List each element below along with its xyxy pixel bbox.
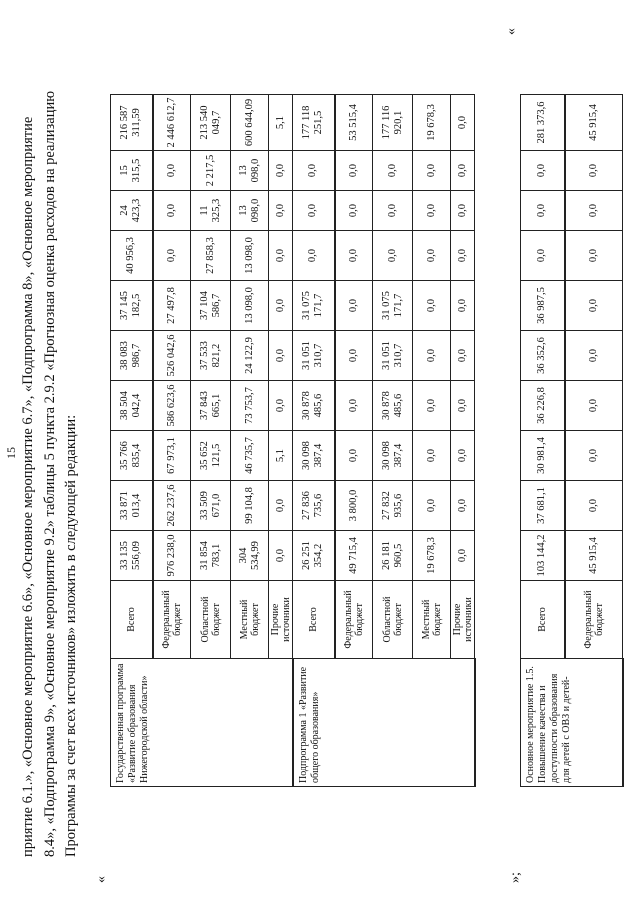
funding-source-cell: Местный бюджет bbox=[413, 581, 451, 659]
amount-cell: 0,0 bbox=[451, 151, 475, 191]
amount-cell: 13 098,0 bbox=[231, 151, 269, 191]
amount-cell: 46 735,7 bbox=[231, 431, 269, 481]
amount-cell: 37 104 586,7 bbox=[191, 281, 231, 331]
amount-cell: 37 681,1 bbox=[521, 481, 565, 531]
amount-cell: 213 540 049,7 bbox=[191, 95, 231, 151]
amount-cell: 45 915,4 bbox=[565, 531, 623, 581]
amount-cell: 0,0 bbox=[565, 481, 623, 531]
amount-cell: 31 051 310,7 bbox=[293, 331, 335, 381]
amount-cell: 0,0 bbox=[269, 151, 293, 191]
amount-cell: 103 144,2 bbox=[521, 531, 565, 581]
amount-cell: 31 854 783,1 bbox=[191, 531, 231, 581]
amount-cell: 0,0 bbox=[451, 191, 475, 231]
opening-quote-mark: « bbox=[94, 876, 109, 883]
amount-cell: 38 504 042,4 bbox=[111, 381, 153, 431]
amount-cell: 177 118 251,5 bbox=[293, 95, 335, 151]
amount-cell: 5,1 bbox=[269, 431, 293, 481]
amount-cell: 19 678,3 bbox=[413, 95, 451, 151]
amount-cell: 0,0 bbox=[335, 191, 373, 231]
opening-quote-mark: « bbox=[504, 28, 519, 35]
amount-cell: 0,0 bbox=[521, 191, 565, 231]
amount-cell: 33 871 013,4 bbox=[111, 481, 153, 531]
intro-line: 8.4», «Подпрограмма 9», «Основное мероприятие 9.2» таблицы 5 пункта 2.9.2 «Прогнозная оценка расходов на реализацию bbox=[41, 90, 58, 857]
page-number: 15 bbox=[4, 447, 18, 459]
amount-cell: 45 915,4 bbox=[565, 95, 623, 151]
amount-cell: 0,0 bbox=[451, 331, 475, 381]
amount-cell: 31 051 310,7 bbox=[373, 331, 413, 381]
amount-cell: 27 836 735,6 bbox=[293, 481, 335, 531]
intro-paragraph bbox=[18, 27, 83, 857]
funding-source-cell: Федеральный бюджет bbox=[565, 581, 623, 659]
amount-cell: 37 533 821,2 bbox=[191, 331, 231, 381]
amount-cell: 31 075 171,7 bbox=[373, 281, 413, 331]
amount-cell: 27 858,3 bbox=[191, 231, 231, 281]
amount-cell: 33 135 556,09 bbox=[111, 531, 153, 581]
amount-cell: 0,0 bbox=[565, 281, 623, 331]
amount-cell: 0,0 bbox=[335, 151, 373, 191]
amount-cell: 2 446 612,7 bbox=[153, 95, 191, 151]
amount-cell: 0,0 bbox=[413, 281, 451, 331]
amount-cell: 0,0 bbox=[413, 381, 451, 431]
amount-cell: 40 956,3 bbox=[111, 231, 153, 281]
funding-source-cell: Всего bbox=[293, 581, 335, 659]
amount-cell: 30 098 387,4 bbox=[373, 431, 413, 481]
amount-cell: 0,0 bbox=[269, 281, 293, 331]
intro-line: Программы за счет всех источников» изложить в следующей редакции: bbox=[63, 414, 79, 857]
table-row bbox=[111, 95, 153, 787]
amount-cell: 37 843 665,1 bbox=[191, 381, 231, 431]
amount-cell: 0,0 bbox=[153, 231, 191, 281]
amount-cell: 73 753,7 bbox=[231, 381, 269, 431]
amount-cell: 0,0 bbox=[451, 381, 475, 431]
table-body bbox=[521, 95, 623, 787]
amount-cell: 0,0 bbox=[451, 531, 475, 581]
amount-cell: 0,0 bbox=[293, 151, 335, 191]
program-name-cell: Основное мероприятие 1.5. Повышение качества и доступности образования для детей с ОВЗ и детей- bbox=[521, 659, 623, 787]
funding-source-cell: Прочие источники bbox=[269, 581, 293, 659]
amount-cell: 38 083 986,7 bbox=[111, 331, 153, 381]
amount-cell: 13 098,0 bbox=[231, 281, 269, 331]
amount-cell: 0,0 bbox=[373, 231, 413, 281]
amount-cell: 0,0 bbox=[335, 431, 373, 481]
amount-cell: 600 644,09 bbox=[231, 95, 269, 151]
amount-cell: 19 678,3 bbox=[413, 531, 451, 581]
amount-cell: 99 104,8 bbox=[231, 481, 269, 531]
amount-cell: 0,0 bbox=[413, 231, 451, 281]
amount-cell: 0,0 bbox=[335, 381, 373, 431]
amount-cell: 262 237,6 bbox=[153, 481, 191, 531]
amount-cell: 0,0 bbox=[413, 331, 451, 381]
funding-source-cell: Местный бюджет bbox=[231, 581, 269, 659]
amount-cell: 11 325,3 bbox=[191, 191, 231, 231]
amount-cell: 35 766 835,4 bbox=[111, 431, 153, 481]
amount-cell: 0,0 bbox=[413, 151, 451, 191]
amount-cell: 36 226,8 bbox=[521, 381, 565, 431]
amount-cell: 67 973,1 bbox=[153, 431, 191, 481]
amount-cell: 13 098,0 bbox=[231, 231, 269, 281]
amount-cell: 26 251 354,2 bbox=[293, 531, 335, 581]
amount-cell: 0,0 bbox=[565, 431, 623, 481]
amount-cell: 0,0 bbox=[293, 231, 335, 281]
amount-cell: 3 800,0 bbox=[335, 481, 373, 531]
table-body bbox=[111, 95, 475, 787]
amount-cell: 31 075 171,7 bbox=[293, 281, 335, 331]
amount-cell: 30 878 485,6 bbox=[373, 381, 413, 431]
activity-expense-table bbox=[520, 94, 624, 787]
amount-cell: 0,0 bbox=[565, 151, 623, 191]
closing-quote-mark: »; bbox=[508, 872, 523, 883]
funding-source-cell: Областной бюджет bbox=[191, 581, 231, 659]
funding-source-cell: Областной бюджет bbox=[373, 581, 413, 659]
amount-cell: 0,0 bbox=[153, 151, 191, 191]
amount-cell: 0,0 bbox=[413, 431, 451, 481]
amount-cell: 30 981,4 bbox=[521, 431, 565, 481]
amount-cell: 15 315,5 bbox=[111, 151, 153, 191]
amount-cell: 0,0 bbox=[565, 331, 623, 381]
amount-cell: 0,0 bbox=[565, 381, 623, 431]
amount-cell: 0,0 bbox=[451, 231, 475, 281]
table-row bbox=[521, 95, 565, 787]
amount-cell: 0,0 bbox=[565, 231, 623, 281]
amount-cell: 0,0 bbox=[565, 191, 623, 231]
amount-cell: 586 623,6 bbox=[153, 381, 191, 431]
amount-cell: 27 832 935,6 bbox=[373, 481, 413, 531]
amount-cell: 30 098 387,4 bbox=[293, 431, 335, 481]
amount-cell: 13 098,0 bbox=[231, 191, 269, 231]
amount-cell: 0,0 bbox=[269, 381, 293, 431]
amount-cell: 0,0 bbox=[269, 331, 293, 381]
program-name-cell: Подпрограмма 1 «Развитие общего образования» bbox=[293, 659, 475, 787]
amount-cell: 0,0 bbox=[335, 281, 373, 331]
amount-cell: 0,0 bbox=[451, 281, 475, 331]
amount-cell: 27 497,8 bbox=[153, 281, 191, 331]
amount-cell: 0,0 bbox=[451, 481, 475, 531]
amount-cell: 0,0 bbox=[451, 95, 475, 151]
amount-cell: 24 122,9 bbox=[231, 331, 269, 381]
funding-source-cell: Федеральный бюджет bbox=[335, 581, 373, 659]
amount-cell: 0,0 bbox=[335, 231, 373, 281]
amount-cell: 33 509 671,0 bbox=[191, 481, 231, 531]
amount-cell: 526 042,6 bbox=[153, 331, 191, 381]
amount-cell: 0,0 bbox=[269, 531, 293, 581]
amount-cell: 0,0 bbox=[293, 191, 335, 231]
amount-cell: 0,0 bbox=[335, 331, 373, 381]
amount-cell: 976 238,0 bbox=[153, 531, 191, 581]
amount-cell: 35 652 121,5 bbox=[191, 431, 231, 481]
funding-source-cell: Всего bbox=[111, 581, 153, 659]
expense-forecast-table bbox=[110, 94, 476, 787]
amount-cell: 304 534,99 bbox=[231, 531, 269, 581]
amount-cell: 49 715,4 bbox=[335, 531, 373, 581]
amount-cell: 0,0 bbox=[373, 151, 413, 191]
funding-source-cell: Всего bbox=[521, 581, 565, 659]
amount-cell: 0,0 bbox=[521, 231, 565, 281]
amount-cell: 281 373,6 bbox=[521, 95, 565, 151]
funding-source-cell: Прочие источники bbox=[451, 581, 475, 659]
program-name-cell: Государственная программа «Развитие образования Нижегородской области» bbox=[111, 659, 293, 787]
amount-cell: 0,0 bbox=[373, 191, 413, 231]
amount-cell: 5,1 bbox=[269, 95, 293, 151]
amount-cell: 37 145 182,5 bbox=[111, 281, 153, 331]
amount-cell: 0,0 bbox=[269, 191, 293, 231]
amount-cell: 30 878 485,6 bbox=[293, 381, 335, 431]
amount-cell: 26 181 960,5 bbox=[373, 531, 413, 581]
amount-cell: 177 116 920,1 bbox=[373, 95, 413, 151]
amount-cell: 0,0 bbox=[269, 231, 293, 281]
intro-line: приятие 6.1.», «Основное мероприятие 6.6», «Основное мероприятие 6.7», «Подпрограмма 8», «Основное мероприятие bbox=[20, 116, 36, 857]
funding-source-cell: Федеральный бюджет bbox=[153, 581, 191, 659]
amount-cell: 0,0 bbox=[153, 191, 191, 231]
amount-cell: 36 987,5 bbox=[521, 281, 565, 331]
amount-cell: 216 587 311,59 bbox=[111, 95, 153, 151]
amount-cell: 0,0 bbox=[521, 151, 565, 191]
amount-cell: 0,0 bbox=[413, 191, 451, 231]
amount-cell: 0,0 bbox=[269, 481, 293, 531]
amount-cell: 24 423,3 bbox=[111, 191, 153, 231]
amount-cell: 0,0 bbox=[413, 481, 451, 531]
table-row bbox=[293, 95, 335, 787]
amount-cell: 36 352,6 bbox=[521, 331, 565, 381]
amount-cell: 53 515,4 bbox=[335, 95, 373, 151]
amount-cell: 2 217,5 bbox=[191, 151, 231, 191]
amount-cell: 0,0 bbox=[451, 431, 475, 481]
